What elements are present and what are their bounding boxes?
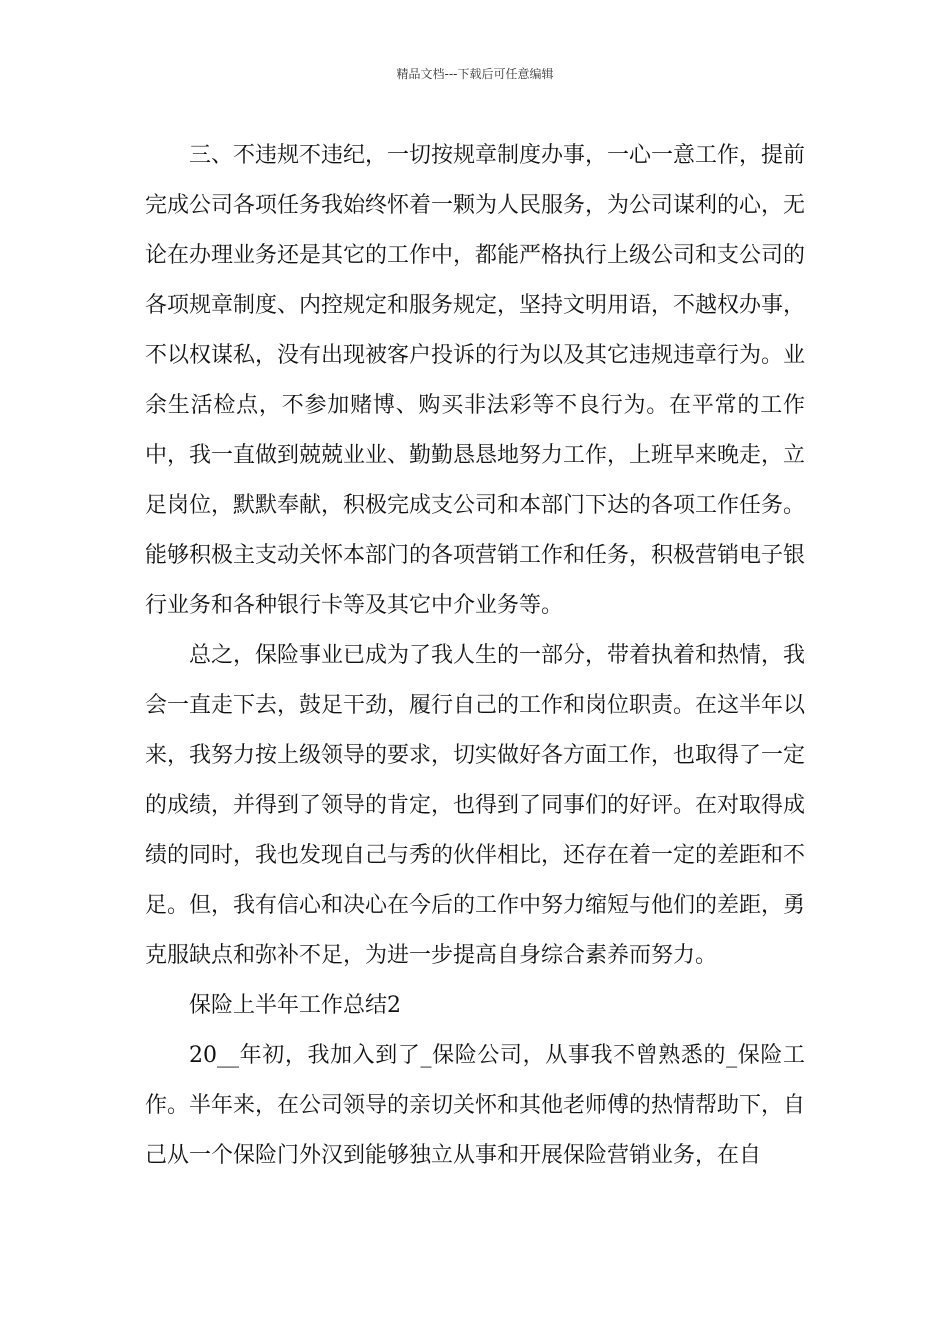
document-body [145, 131, 805, 1181]
paragraph-intro-2: 20__年初，我加入到了_保险公司，从事我不曾熟悉的_保险工作。半年来，在公司领导的亲切关怀和其他老师傅的热情帮助下，自己从一个保险门外汉到能够独立从事和开展保险营销业务，在自 [145, 1043, 806, 1168]
section-heading: 保险上半年工作总结2 [189, 993, 401, 1018]
paragraph-conclusion: 总之，保险事业已成为了我人生的一部分，带着执着和热情，我会一直走下去，鼓足干劲，履行自己的工作和岗位职责。在这半年以来，我努力按上级领导的要求，切实做好各方面工作，也取得了一定的成绩，并得到了领导的肯定，也得到了同事们的好评。在对取得成绩的同时，我也发现自己与秀的伙伴相比，还存在着一定的差距和不足。但，我有信心和决心在今后的工作中努力缩短与他们的差距，勇克服缺点和弥补不足，为进一步提高自身综合素养而努力。 [145, 643, 806, 968]
paragraph-rules-compliance: 三、不违规不违纪，一切按规章制度办事，一心一意工作，提前完成公司各项任务我始终怀着一颗为人民服务，为公司谋利的心，无论在办理业务还是其它的工作中，都能严格执行上级公司和支公司的各项规章制度、内控规定和服务规定，坚持文明用语，不越权办事，不以权谋私，没有出现被客户投诉的行为以及其它违规违章行为。业余生活检点，不参加赌博、购买非法彩等不良行为。在平常的工作中，我一直做到兢兢业业、勤勤恳恳地努力工作，上班早来晚走，立足岗位，默默奉献，积极完成支公司和本部门下达的各项工作任务。能够积极主支动关怀本部门的各项营销工作和任务，积极营销电子银行业务和各种银行卡等及其它中介业务等。 [145, 143, 806, 618]
page-header: 精品文档---下载后可任意编辑 [396, 67, 554, 81]
